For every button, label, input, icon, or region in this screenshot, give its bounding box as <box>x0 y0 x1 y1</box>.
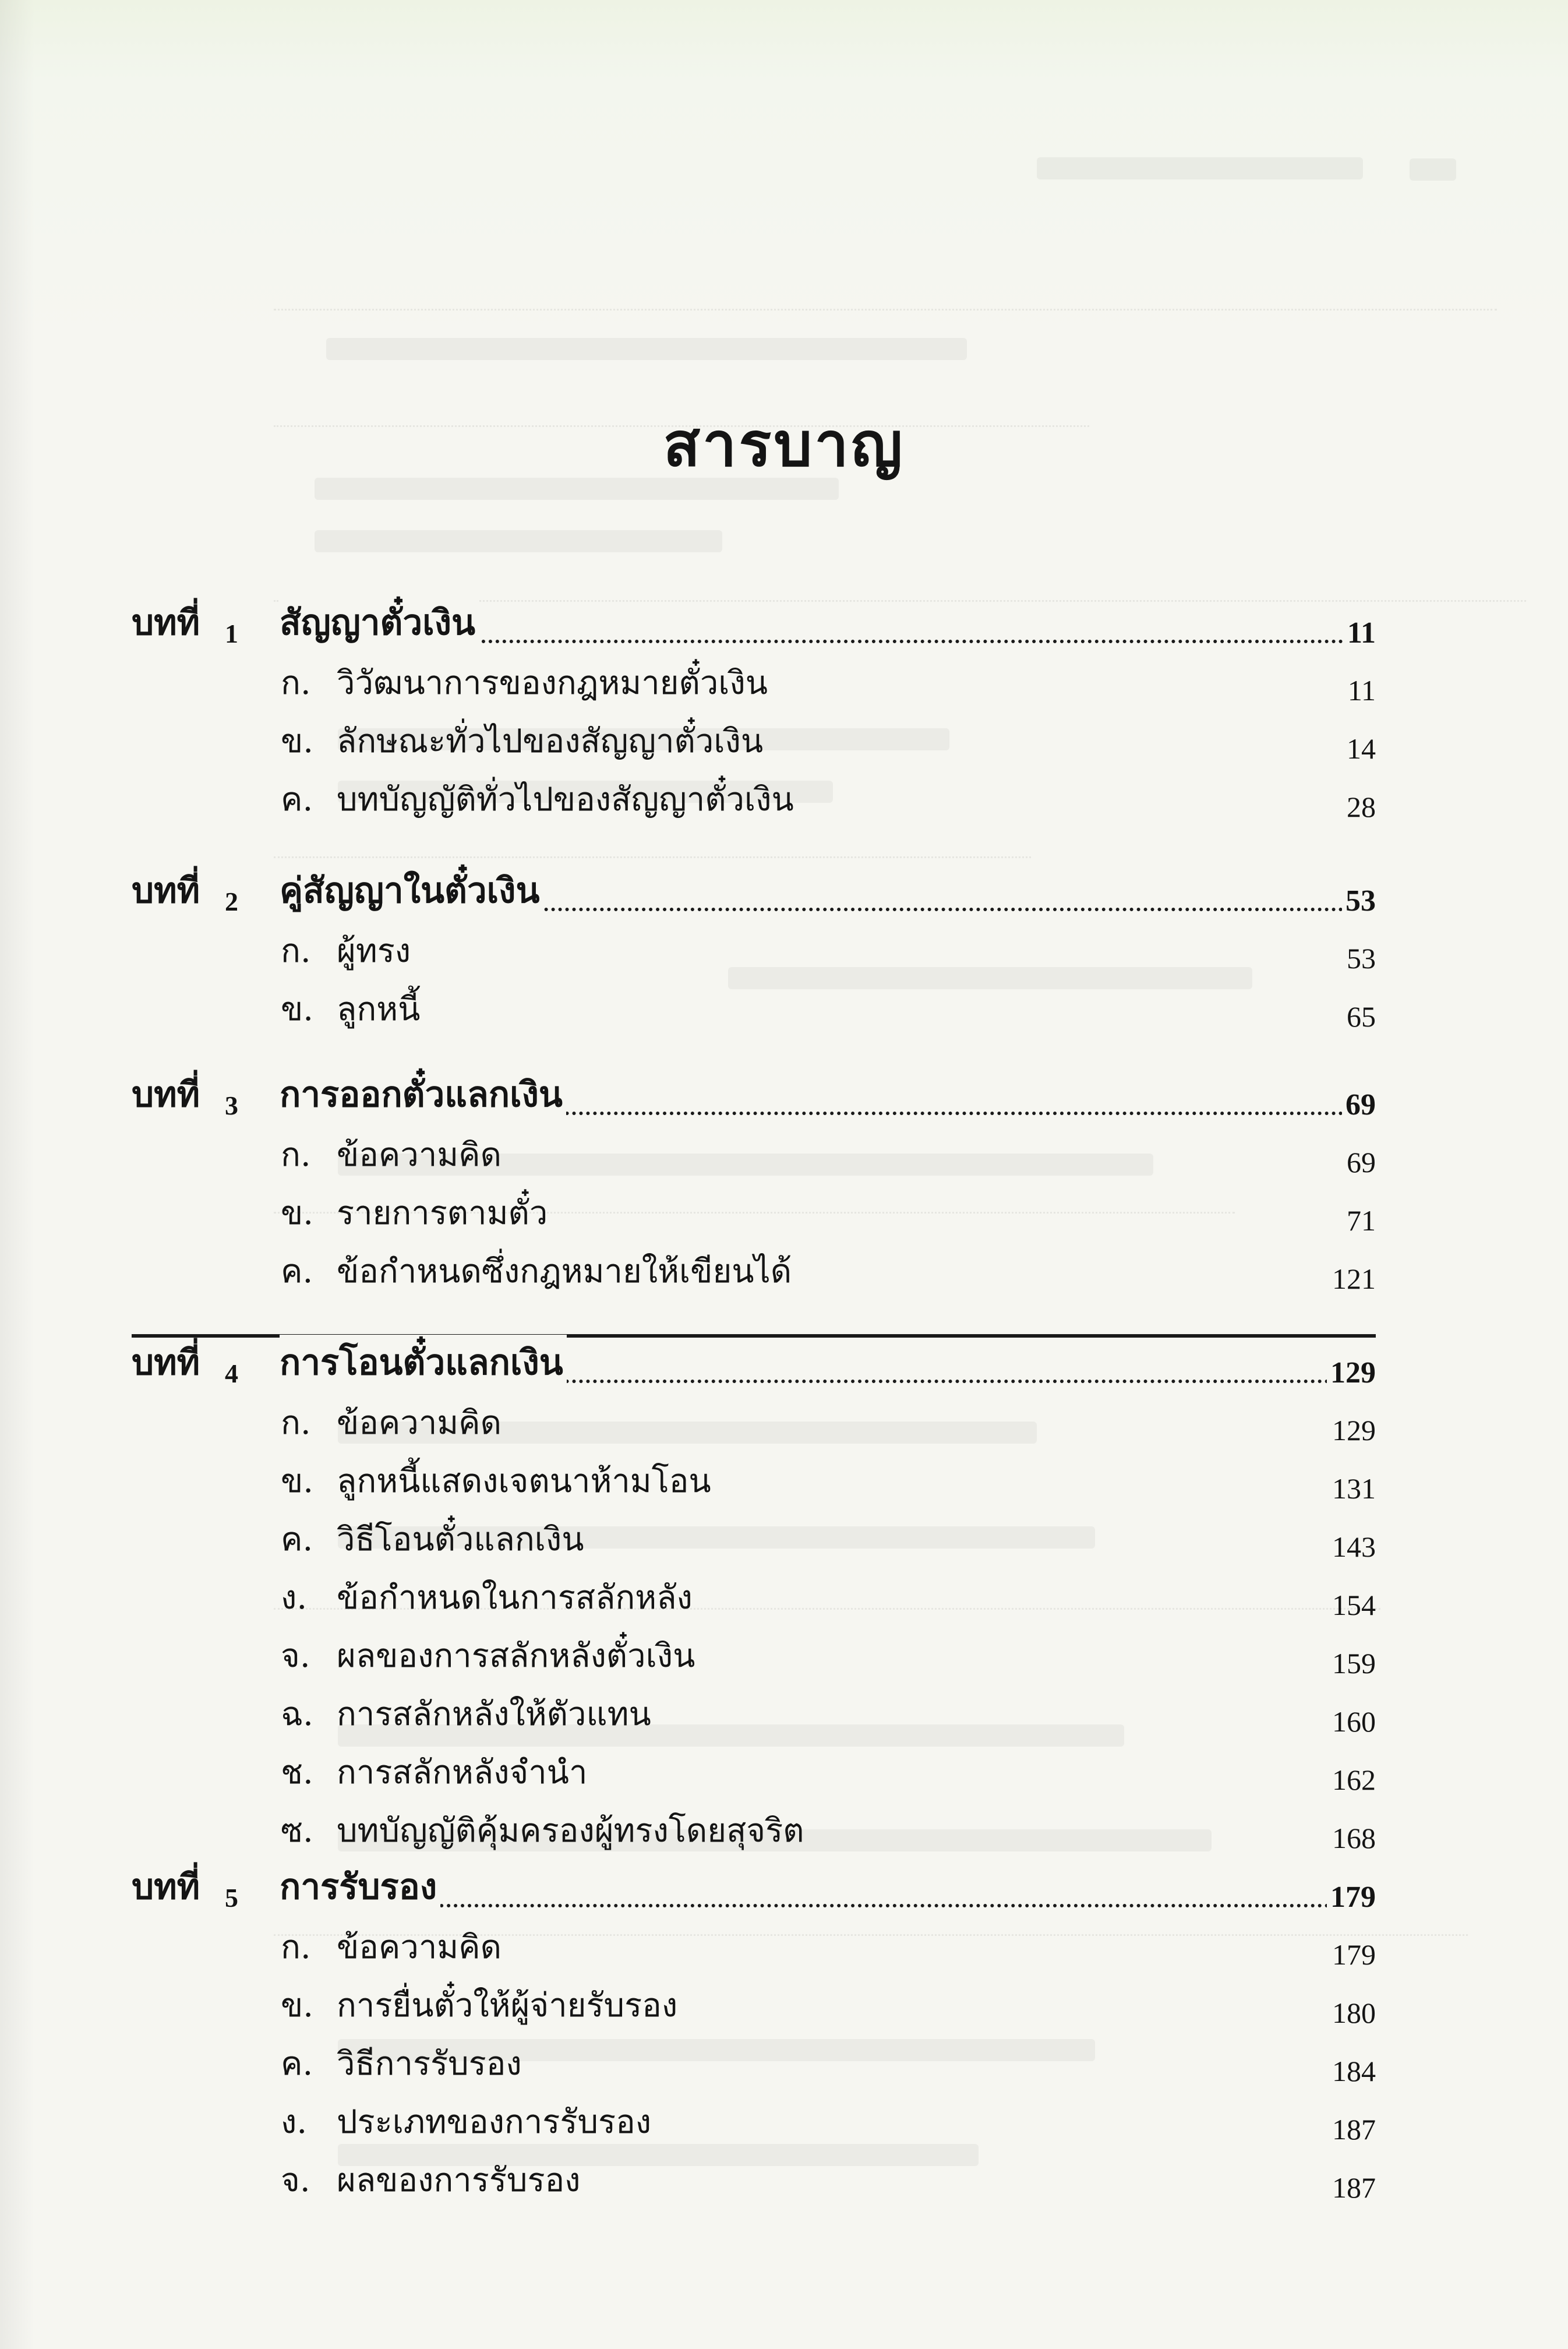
section-page-number: 14 <box>1347 732 1376 765</box>
toc-section-entry <box>0 1923 1568 1981</box>
section-page-number: 187 <box>1332 2171 1376 2204</box>
section-page-number: 143 <box>1332 1530 1376 1563</box>
section-title: ผลของการสลักหลังตั๋วเงิน <box>337 1637 695 1675</box>
section-title: ประเภทของการรับรอง <box>337 2103 652 2141</box>
dot-leader <box>280 1904 1364 1907</box>
section-letter: ค. <box>281 1253 313 1290</box>
chapter-page-number: 179 <box>1327 1880 1376 1914</box>
section-title: การยื่นตั๋วให้ผู้จ่ายรับรอง <box>337 1987 678 2024</box>
section-letter: ข. <box>281 1987 314 2024</box>
section-letter: ช. <box>281 1754 313 1791</box>
toc-chapter-entry <box>0 868 1568 926</box>
chapter-title: การออกตั๋วแลกเงิน <box>280 1067 566 1122</box>
section-title: ผู้ทรง <box>337 932 411 970</box>
section-page-number: 65 <box>1347 1000 1376 1033</box>
chapter-title: สัญญาตั๋วเงิน <box>280 595 479 650</box>
section-page-number: 71 <box>1347 1204 1376 1237</box>
toc-section-entry <box>0 1130 1568 1188</box>
section-letter: ง. <box>281 1579 308 1617</box>
section-page-number: 28 <box>1347 791 1376 823</box>
chapter-number: 2 <box>225 887 238 916</box>
toc-section-entry <box>0 1188 1568 1247</box>
section-letter: จ. <box>281 2161 310 2199</box>
section-letter: ค. <box>281 781 313 819</box>
section-page-number: 179 <box>1332 1938 1376 1971</box>
chapter-title: คู่สัญญาในตั๋วเงิน <box>280 863 543 918</box>
toc-section-entry <box>0 1631 1568 1690</box>
section-page-number: 162 <box>1332 1763 1376 1796</box>
chapter-label: บทที่ <box>132 1074 200 1115</box>
toc-chapter-entry <box>0 1864 1568 1923</box>
section-title: การสลักหลังให้ตัวแทน <box>337 1695 651 1733</box>
toc-section-entry <box>0 1456 1568 1515</box>
section-letter: ก. <box>281 1404 311 1442</box>
chapter-page-number: 69 <box>1342 1088 1376 1122</box>
section-page-number: 53 <box>1347 942 1376 975</box>
section-page-number: 11 <box>1347 674 1376 707</box>
section-letter: ข. <box>281 722 314 760</box>
toc-section-entry <box>0 1690 1568 1748</box>
section-title: วิธีโอนตั๋วแลกเงิน <box>337 1521 584 1558</box>
section-letter: ก. <box>281 932 311 970</box>
section-letter: ข. <box>281 990 314 1028</box>
toc-chapter-entry <box>0 600 1568 658</box>
section-page-number: 159 <box>1332 1647 1376 1680</box>
toc-chapter-entry <box>0 1340 1568 1398</box>
section-title: ลักษณะทั่วไปของสัญญาตั๋วเงิน <box>337 722 764 760</box>
section-title: บทบัญญัติคุ้มครองผู้ทรงโดยสุจริต <box>337 1812 804 1850</box>
toc-section-entry <box>0 658 1568 717</box>
section-letter: ข. <box>281 1194 314 1232</box>
section-title: วิวัฒนาการของกฎหมายตั๋วเงิน <box>337 664 768 702</box>
toc-section-entry <box>0 985 1568 1043</box>
chapter-title: การรับรอง <box>280 1859 440 1914</box>
section-title: ลูกหนี้ <box>337 990 421 1028</box>
chapter-number: 4 <box>225 1359 238 1388</box>
chapter-number: 3 <box>225 1091 238 1120</box>
section-title: ข้อกำหนดในการสลักหลัง <box>337 1579 693 1617</box>
section-title: ผลของการรับรอง <box>337 2161 581 2199</box>
section-title: ลูกหนี้แสดงเจตนาห้ามโอน <box>337 1462 711 1500</box>
section-title: ข้อความคิด <box>337 1404 502 1442</box>
chapter-label: บทที่ <box>132 870 200 911</box>
section-page-number: 168 <box>1332 1822 1376 1854</box>
toc-section-entry <box>0 1806 1568 1864</box>
page-title: สารบาญ <box>663 408 905 480</box>
section-letter: ง. <box>281 2103 308 2141</box>
section-title: วิธีการรับรอง <box>337 2045 522 2083</box>
section-title: การสลักหลังจำนำ <box>337 1754 588 1791</box>
toc-section-entry <box>0 1515 1568 1573</box>
section-letter: ก. <box>281 1136 311 1174</box>
section-title: รายการตามตั๋ว <box>337 1194 548 1232</box>
section-page-number: 187 <box>1332 2113 1376 2146</box>
section-page-number: 69 <box>1347 1146 1376 1179</box>
toc-section-entry <box>0 1748 1568 1806</box>
section-letter: ข. <box>281 1462 314 1500</box>
section-page-number: 121 <box>1332 1262 1376 1295</box>
chapter-label: บทที่ <box>132 602 200 643</box>
toc-section-entry <box>0 2097 1568 2156</box>
toc-section-entry <box>0 926 1568 985</box>
toc-section-entry <box>0 1247 1568 1305</box>
section-title: ข้อความคิด <box>337 1928 502 1966</box>
toc-section-entry <box>0 1981 1568 2039</box>
chapter-number: 1 <box>225 619 238 648</box>
toc-section-entry <box>0 717 1568 775</box>
section-letter: ค. <box>281 1521 313 1558</box>
section-page-number: 180 <box>1332 1997 1376 2029</box>
chapter-page-number: 53 <box>1342 884 1376 918</box>
section-page-number: 129 <box>1332 1414 1376 1447</box>
toc-chapter-entry <box>0 1072 1568 1130</box>
section-page-number: 154 <box>1332 1589 1376 1621</box>
chapter-page-number: 11 <box>1344 616 1376 650</box>
section-title: ข้อกำหนดซึ่งกฎหมายให้เขียนได้ <box>337 1253 792 1290</box>
toc-section-entry <box>0 775 1568 833</box>
section-letter: ก. <box>281 1928 311 1966</box>
chapter-number: 5 <box>225 1883 238 1913</box>
section-letter: ค. <box>281 2045 313 2083</box>
section-page-number: 184 <box>1332 2055 1376 2087</box>
section-letter: ซ. <box>281 1812 313 1850</box>
toc-section-entry <box>0 2039 1568 2097</box>
toc-section-entry <box>0 1398 1568 1456</box>
toc-section-entry <box>0 2156 1568 2214</box>
chapter-page-number: 129 <box>1327 1356 1376 1390</box>
chapter-label: บทที่ <box>132 1342 200 1383</box>
section-letter: ก. <box>281 664 311 702</box>
chapter-title: การโอนตั๋วแลกเงิน <box>280 1335 567 1390</box>
toc-section-entry <box>0 1573 1568 1631</box>
section-title: บทบัญญัติทั่วไปของสัญญาตั๋วเงิน <box>337 781 794 819</box>
section-page-number: 160 <box>1332 1705 1376 1738</box>
section-letter: จ. <box>281 1637 310 1675</box>
chapter-label: บทที่ <box>132 1867 200 1907</box>
section-title: ข้อความคิด <box>337 1136 502 1174</box>
section-page-number: 131 <box>1332 1472 1376 1505</box>
section-letter: ฉ. <box>281 1695 313 1733</box>
